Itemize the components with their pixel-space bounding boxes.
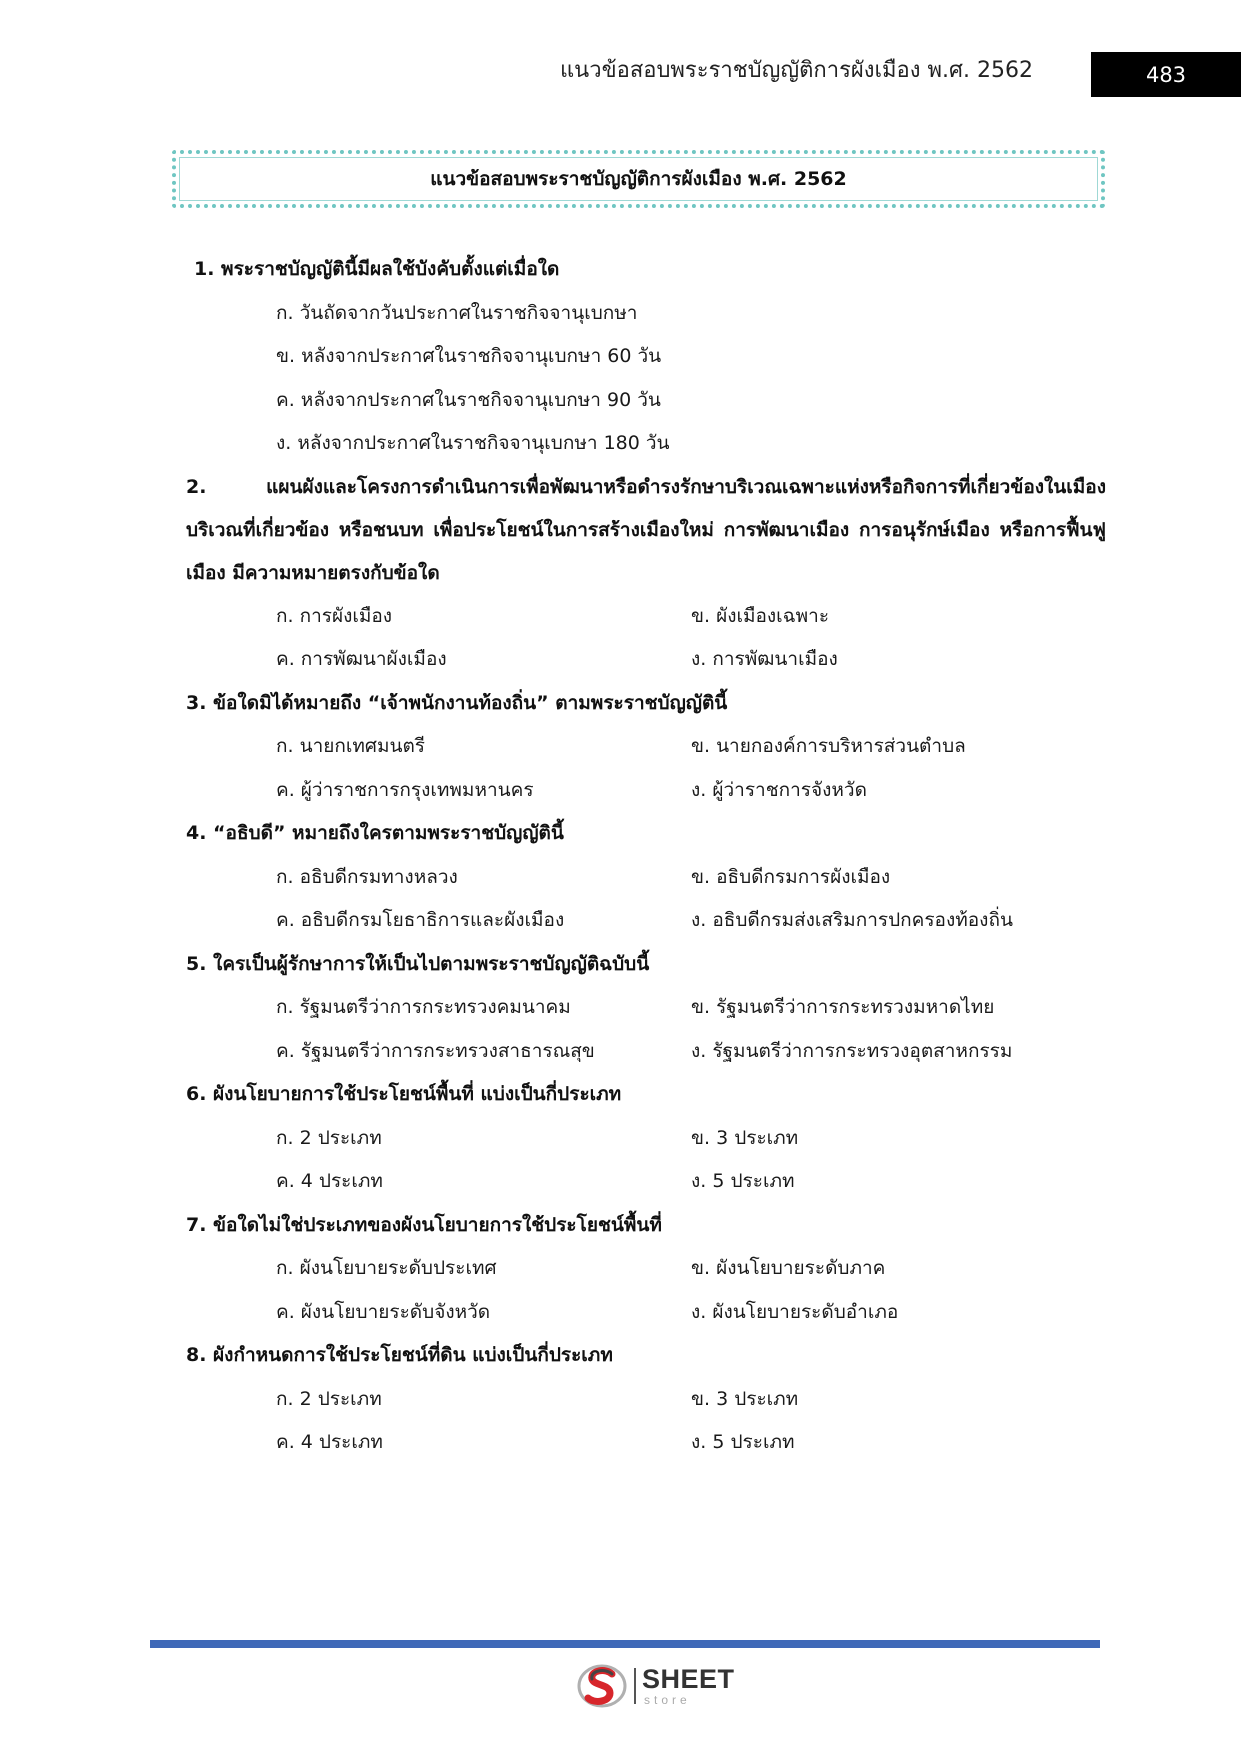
sheet-store-logo [576, 1662, 746, 1710]
choice-2d: ง. การพัฒนาเมือง [691, 648, 838, 670]
choice-3b: ข. นายกองค์การบริหารส่วนตำบล [691, 735, 966, 757]
question-1: 1. พระราชบัญญัตินี้มีผลใช้บังคับตั้งแต่เมื่อใด [194, 258, 560, 280]
page-number: 483 [1145, 62, 1187, 87]
sheet-logo-icon [576, 1662, 628, 1710]
choice-row [186, 1247, 1106, 1291]
choice-7a: ก. ผังนโยบายระดับประเทศ [276, 1257, 497, 1279]
choice-6c: ค. 4 ประเภท [276, 1170, 383, 1192]
choice-6a: ก. 2 ประเภท [276, 1126, 382, 1149]
choice-8b: ข. 3 ประเภท [691, 1387, 799, 1410]
choice-5b: ข. รัฐมนตรีว่าการกระทรวงมหาดไทย [691, 996, 995, 1018]
choice-row [186, 769, 1106, 813]
choice-row [186, 725, 1106, 769]
choice-1b: ข. หลังจากประกาศในราชกิจจานุเบกษา 60 วัน [276, 345, 662, 367]
title-text: แนวข้อสอบพระราชบัญญัติการผังเมือง พ.ศ. 2562 [430, 168, 847, 190]
page-number-box [1091, 52, 1241, 97]
question-7: 7. ข้อใดไม่ใช่ประเภทของผังนโยบายการใช้ประโยชน์พื้นที่ [186, 1213, 662, 1236]
choice-7d: ง. ผังนโยบายระดับอำเภอ [691, 1300, 899, 1323]
choice-2c: ค. การพัฒนาผังเมือง [276, 648, 447, 670]
question-2: 2. แผนผังและโครงการดำเนินการเพื่อพัฒนาหรือดำรงรักษาบริเวณเฉพาะแห่งหรือกิจการที่เกี่ยวข้องในเมือง บริเวณที่เกี่ยวข้อง หรือชนบท เพื่อประโยชน์ในการสร้างเมืองใหม่ การพัฒนาเมือง การอนุรักษ์เมือง หรือการฟื้นฟูเมือง มีความหมายตรงกับข้อใด [186, 475, 1106, 584]
choice-8d: ง. 5 ประเภท [691, 1431, 795, 1453]
choice-row [186, 638, 1106, 682]
choice-6b: ข. 3 ประเภท [691, 1126, 799, 1149]
choice-7c: ค. ผังนโยบายระดับจังหวัด [276, 1300, 491, 1323]
logo-separator [634, 1668, 636, 1704]
logo-text: SHEET [642, 1664, 735, 1694]
choice-row [186, 595, 1106, 639]
question-4: 4. “อธิบดี” หมายถึงใครตามพระราชบัญญัตินี้ [186, 822, 564, 844]
choice-row [186, 1378, 1106, 1422]
question-8: 8. ผังกำหนดการใช้ประโยชน์ที่ดิน แบ่งเป็นกี่ประเภท [186, 1344, 613, 1366]
choice-row [186, 856, 1106, 900]
choice-row [186, 1030, 1106, 1074]
choice-row [186, 1117, 1106, 1161]
choice-2a: ก. การผังเมือง [276, 604, 393, 627]
choice-2b: ข. ผังเมืองเฉพาะ [691, 604, 830, 627]
choice-1d: ง. หลังจากประกาศในราชกิจจานุเบกษา 180 วัน [276, 432, 670, 454]
choice-row [186, 1421, 1106, 1465]
choice-8c: ค. 4 ประเภท [276, 1431, 383, 1453]
footer-divider [150, 1640, 1100, 1648]
choice-3c: ค. ผู้ว่าราชการกรุงเทพมหานคร [276, 778, 534, 801]
choice-row [186, 1160, 1106, 1204]
choice-4d: ง. อธิบดีกรมส่งเสริมการปกครองท้องถิ่น [691, 909, 1013, 931]
choice-row [186, 899, 1106, 943]
choice-5d: ง. รัฐมนตรีว่าการกระทรวงอุตสาหกรรม [691, 1039, 1013, 1062]
choice-3d: ง. ผู้ว่าราชการจังหวัด [691, 778, 867, 801]
choice-4c: ค. อธิบดีกรมโยธาธิการและผังเมือง [276, 909, 565, 931]
choice-row [186, 1291, 1106, 1335]
choice-4b: ข. อธิบดีกรมการผังเมือง [691, 865, 891, 888]
title-box [172, 150, 1105, 208]
choice-4a: ก. อธิบดีกรมทางหลวง [276, 865, 458, 888]
running-header-title: แนวข้อสอบพระราชบัญญัติการผังเมือง พ.ศ. 2562 [560, 58, 1033, 83]
choice-1a: ก. วันถัดจากวันประกาศในราชกิจจานุเบกษา [276, 301, 638, 324]
question-5: 5. ใครเป็นผู้รักษาการให้เป็นไปตามพระราชบัญญัติฉบับนี้ [186, 952, 650, 975]
choice-5a: ก. รัฐมนตรีว่าการกระทรวงคมนาคม [276, 996, 571, 1018]
choice-6d: ง. 5 ประเภท [691, 1170, 795, 1192]
question-3: 3. ข้อใดมิได้หมายถึง “เจ้าพนักงานท้องถิ่น” ตามพระราชบัญญัตินี้ [186, 691, 728, 714]
logo-subtext: store [644, 1693, 691, 1707]
choice-8a: ก. 2 ประเภท [276, 1387, 382, 1410]
choice-5c: ค. รัฐมนตรีว่าการกระทรวงสาธารณสุข [276, 1039, 595, 1062]
choice-row [186, 986, 1106, 1030]
choice-3a: ก. นายกเทศมนตรี [276, 735, 426, 757]
question-list [186, 248, 1106, 1465]
choice-1c: ค. หลังจากประกาศในราชกิจจานุเบกษา 90 วัน [276, 388, 661, 411]
question-6: 6. ผังนโยบายการใช้ประโยชน์พื้นที่ แบ่งเป็นกี่ประเภท [186, 1083, 622, 1105]
choice-7b: ข. ผังนโยบายระดับภาค [691, 1257, 886, 1279]
